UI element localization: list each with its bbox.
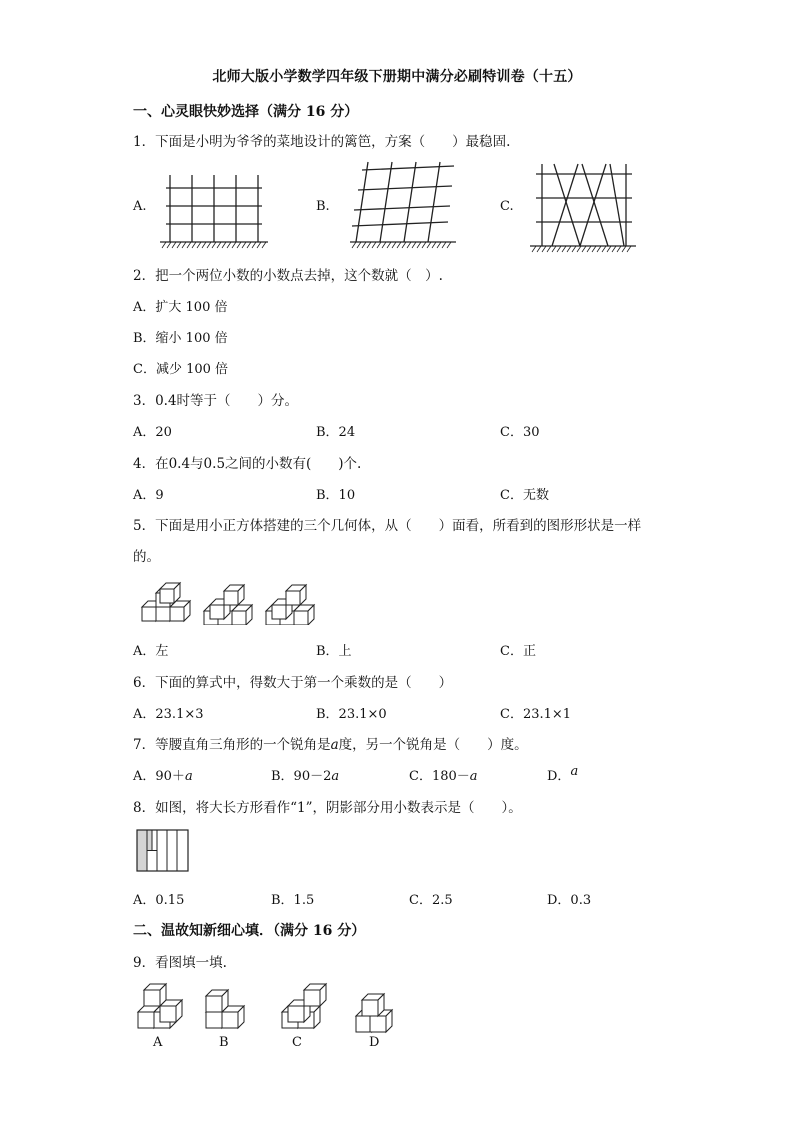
q4-option-a: A．9 (133, 488, 164, 503)
q7-option-d (547, 765, 578, 784)
q5-option-c: C．正 (500, 644, 536, 659)
q7-option-a (133, 765, 193, 784)
q7-option-b-var: a (331, 769, 340, 784)
q8-option-b: B．1.5 (271, 893, 315, 908)
page-title: 北师大版小学数学四年级下册期中满分必刷特训卷（十五） (212, 69, 582, 85)
q7-option-a-prefix: A．90＋ (133, 769, 185, 784)
q7-option-c-prefix: C．180－ (409, 769, 470, 784)
question-5-line-2: 的。 (133, 549, 160, 565)
question-7 (133, 733, 528, 753)
question-5-line-1: 5．下面是用小正方体搭建的三个几何体，从（ ）面看，所看到的图形形状是一样 (133, 518, 642, 534)
q2-option-c: C．减少 100 倍 (133, 362, 229, 377)
q1-option-c: C. (500, 199, 514, 214)
q8-option-c: C．2.5 (409, 893, 453, 908)
q7-variable: a (330, 737, 339, 753)
fence-figure-a (158, 172, 270, 252)
q1-option-a: A. (133, 199, 147, 214)
q5-option-b: B．上 (316, 644, 352, 659)
q5-option-a: A．左 (133, 644, 169, 659)
q7-text-after: 度，另一个锐角是（ ）度。 (338, 737, 528, 753)
cube-views-figure (134, 978, 404, 1034)
q1-option-b: B. (316, 199, 330, 214)
q9-label-d: D (369, 1035, 380, 1050)
section-1-heading: 一、心灵眼快妙选择（满分 16 分） (133, 104, 359, 120)
q9-label-a: A (153, 1035, 163, 1050)
question-8: 8．如图，将大长方形看作“1”，阴影部分用小数表示是（ ）。 (133, 800, 522, 816)
q6-option-b: B．23.1×0 (316, 707, 387, 722)
q2-option-a: A．扩大 100 倍 (133, 300, 228, 315)
q7-option-a-var: a (184, 769, 193, 784)
q3-option-c: C．30 (500, 425, 540, 440)
q7-option-d-var: a (570, 764, 579, 779)
q6-option-a: A．23.1×3 (133, 707, 204, 722)
q9-label-b: B (219, 1035, 229, 1050)
q4-option-c: C．无数 (500, 488, 549, 503)
question-6: 6．下面的算式中，得数大于第一个乘数的是（ ） (133, 675, 453, 691)
q8-option-d: D．0.3 (547, 893, 592, 908)
question-4: 4．在0.4与0.5之间的小数有( )个. (133, 456, 362, 472)
q7-text-before: 7．等腰直角三角形的一个锐角是 (133, 737, 331, 753)
q2-option-b: B．缩小 100 倍 (133, 331, 228, 346)
question-9: 9．看图填一填. (133, 955, 227, 971)
cube-stacks-figure (138, 577, 328, 625)
question-1: 1．下面是小明为爷爷的菜地设计的篱笆，方案（ ）最稳固. (133, 134, 511, 150)
q7-option-d-prefix: D． (547, 769, 571, 784)
q7-option-c (409, 765, 478, 784)
q7-option-b-prefix: B．90－2 (271, 769, 332, 784)
question-2: 2．把一个两位小数的小数点去掉，这个数就（ ）. (133, 268, 443, 284)
shaded-rectangle-figure (136, 829, 190, 873)
fence-figure-c (528, 160, 638, 254)
q3-option-b: B．24 (316, 425, 356, 440)
q7-option-c-var: a (469, 769, 478, 784)
q9-label-c: C (292, 1035, 302, 1050)
q4-option-b: B．10 (316, 488, 356, 503)
fence-figure-b (348, 160, 460, 254)
q8-option-a: A．0.15 (133, 893, 185, 908)
section-2-heading: 二、温故知新细心填．（满分 16 分） (133, 923, 366, 939)
q6-option-c: C．23.1×1 (500, 707, 572, 722)
q3-option-a: A．20 (133, 425, 172, 440)
question-3: 3．0.4时等于（ ）分。 (133, 393, 299, 409)
q7-option-b (271, 765, 339, 784)
